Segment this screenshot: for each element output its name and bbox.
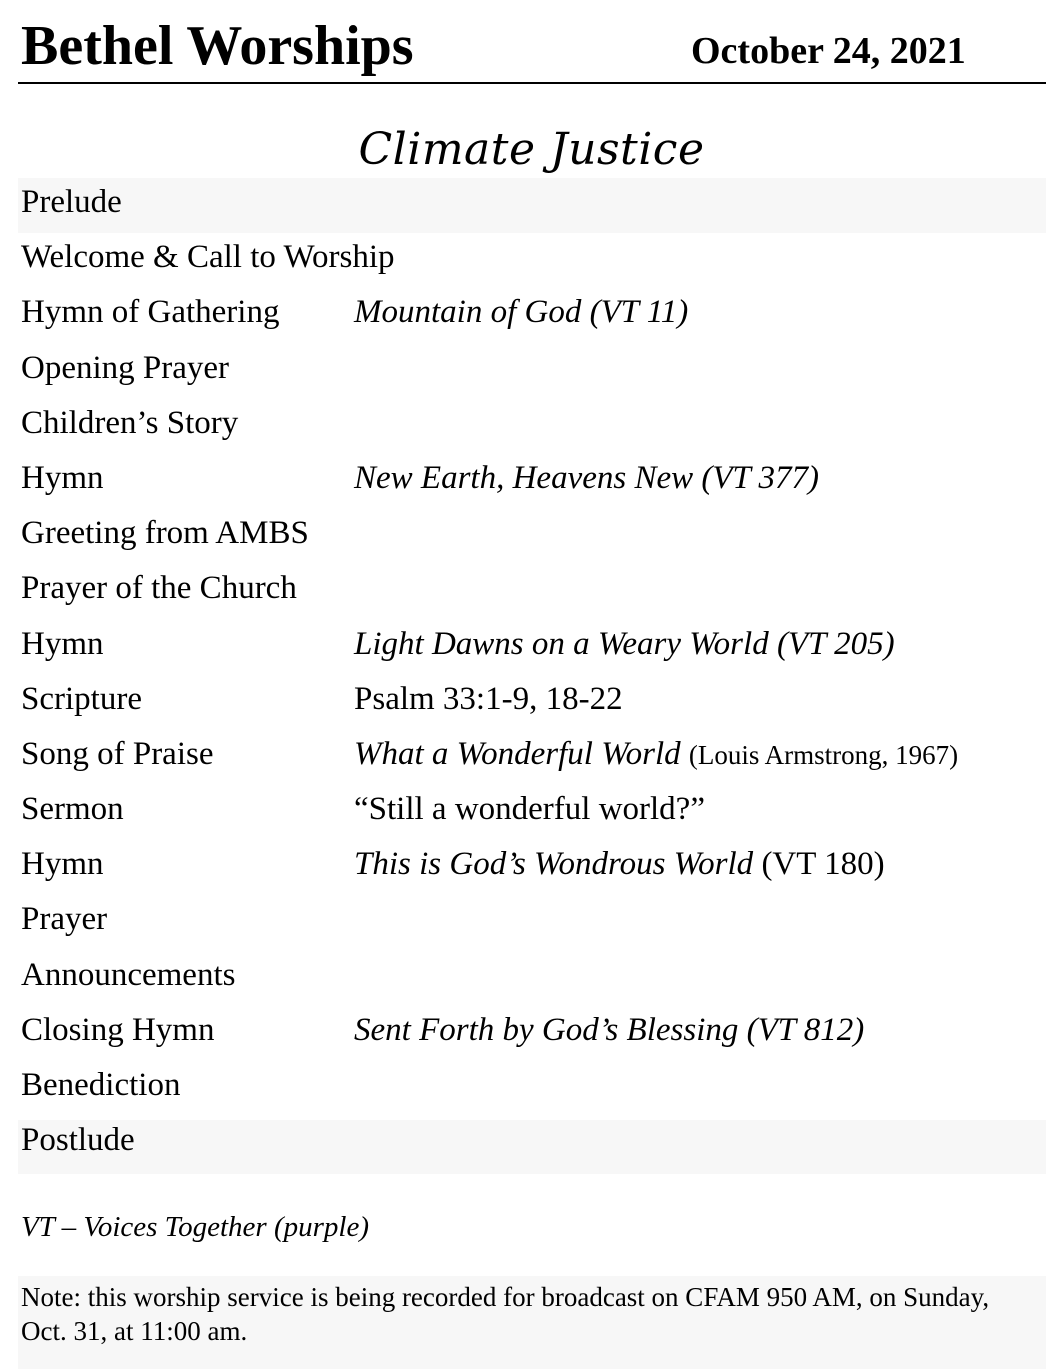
order-item-detail-title: Mountain of God (VT 11) [354,294,689,331]
order-item-detail [354,732,958,777]
order-item-label: Opening Prayer [21,349,230,386]
order-item-detail-note: (Louis Armstrong, 1967) [688,739,959,770]
order-item-label: Prayer [21,901,108,938]
order-item-label: Scripture [21,680,142,717]
order-item-detail [354,677,623,721]
order-item-label: Greeting from AMBS [21,515,309,552]
order-item-detail [354,456,819,500]
order-item-detail-title: Psalm 33:1-9, 18-22 [354,680,623,717]
order-item-label: Prelude [21,184,122,220]
service-date: October 24, 2021 [691,30,966,72]
order-item [18,344,1046,399]
order-item [18,564,1046,619]
order-item [18,178,1046,233]
order-item-detail-title: New Earth, Heavens New (VT 377) [354,459,820,496]
order-item-label: Hymn [21,625,104,662]
service-theme: Climate Justice [358,124,705,175]
hymnal-legend: VT – Voices Together (purple) [21,1211,369,1243]
order-item-label: Children’s Story [21,404,239,441]
order-item [18,675,1046,730]
order-item-detail [354,787,705,831]
order-item [18,785,1046,840]
order-of-worship [18,178,1046,1171]
order-item [18,1116,1046,1171]
order-item-label: Welcome & Call to Worship [21,239,395,276]
order-item [18,509,1046,564]
order-item-detail-title: Sent Forth by God’s Blessing (VT 812) [354,1011,865,1048]
order-item [18,730,1046,785]
order-item-label: Sermon [21,791,124,828]
bulletin-title: Bethel Worships [21,15,414,77]
order-item [18,895,1046,950]
order-item [18,1006,1046,1061]
order-item-detail-title: Light Dawns on a Weary World (VT 205) [354,625,895,662]
order-item-label: Benediction [21,1067,181,1103]
order-item-label: Hymn of Gathering [21,294,280,331]
broadcast-note-text: Note: this worship service is being recorded for broadcast on CFAM 950 AM, on Sunday, Oct. 31, at 11:00 am. [21,1282,990,1346]
order-item [18,399,1046,454]
order-item-detail [354,842,885,886]
order-item [18,233,1046,288]
order-item-label: Announcements [21,956,236,993]
order-item [18,840,1046,895]
order-item [18,951,1046,1006]
order-item [18,620,1046,675]
order-item-label: Hymn [21,846,104,883]
bulletin-header [18,14,1046,84]
order-item-label: Closing Hymn [21,1011,215,1048]
order-item [18,288,1046,343]
order-item-label: Hymn [21,459,104,496]
order-item-detail [354,622,895,666]
order-item-detail [354,1008,864,1052]
order-item-detail [354,290,688,334]
order-item-detail-title: What a Wonderful World [354,735,681,772]
order-item [18,454,1046,509]
order-item [18,1061,1046,1116]
order-item-label: Prayer of the Church [21,570,297,607]
order-item-label: Postlude [21,1122,135,1159]
order-item-detail-title: “Still a wonderful world?” [354,791,705,828]
order-item-detail-title: This is God’s Wondrous World [354,846,754,883]
broadcast-note [18,1276,1046,1369]
order-item-label: Song of Praise [21,735,214,772]
order-item-detail-note: (VT 180) [761,846,885,883]
